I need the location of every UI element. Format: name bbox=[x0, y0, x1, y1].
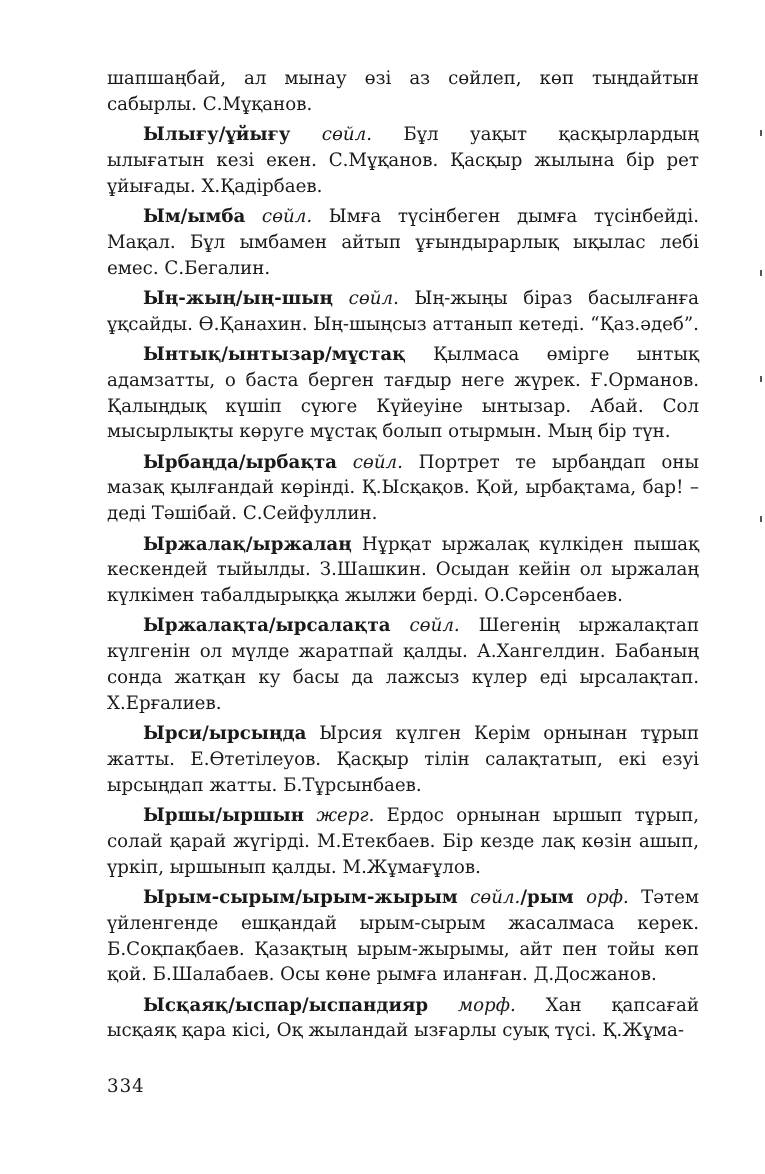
headword-variant: /рым bbox=[520, 886, 574, 908]
style-label-variant: орф. bbox=[586, 886, 629, 908]
entry-yrzhalaqta bbox=[107, 613, 699, 716]
entry-yntyq bbox=[107, 342, 699, 445]
entry-text: Ың-жыңы біраз басылғанға ұқсайды. Ө.Қанахин. Ың-шыңсыз аттанып кетеді. “Қаз.әдеб”. bbox=[107, 287, 699, 335]
style-label: сөйл. bbox=[321, 124, 373, 146]
entry-yrzhalaq bbox=[107, 532, 699, 609]
entry-yrym-syrym bbox=[107, 885, 699, 988]
headword: Ырым-сырым/ырым-жырым bbox=[143, 886, 458, 908]
entry-text: Хан қапсағай ысқаяқ қара кісі, Оқ жыландай ызғарлы суық түсі. Қ.Жұма- bbox=[107, 994, 699, 1042]
headword: Ырси/ырсыңда bbox=[143, 723, 307, 745]
entry-yrsi bbox=[107, 721, 699, 798]
style-label: сөйл. bbox=[261, 205, 313, 227]
style-label: морф. bbox=[458, 994, 516, 1016]
entry-yrshy bbox=[107, 803, 699, 880]
dictionary-text bbox=[107, 66, 699, 1049]
entry-text: Портрет те ырбаңдап оны мазақ қылғандай көрінді. Қ.Ысқақов. Қой, ырбақтама, бар! – деді Тәшібай. С.Сейфуллин. bbox=[107, 451, 699, 525]
style-label: сөйл. bbox=[409, 615, 460, 637]
style-label: сөйл. bbox=[348, 287, 399, 309]
entry-yrbanda bbox=[107, 450, 699, 527]
entry-ysqayaq bbox=[107, 993, 699, 1045]
entry-text: Нұрқат ыржалақ күлкіден пышақ кескендей тыйылды. З.Шашкин. Осыдан кейін ол ыржалаң күлкімен табалдырыққа жылжи берді. О.Сәрсенбаев. bbox=[107, 533, 699, 607]
entry-text: Ердос орнынан ыршып тұрып, солай қарай жүгірді. М.Етекбаев. Бір кезде лақ көзін ашып, үркіп, ыршынып қалды. М.Жұмағұлов. bbox=[107, 805, 699, 878]
entry-ym bbox=[107, 204, 699, 281]
headword: Ырбаңда/ырбақта bbox=[143, 451, 337, 473]
entry-ylygu bbox=[107, 122, 699, 199]
entry-continuation: шапшаңбай, ал мынау өзі аз сөйлеп, көп тыңдайтын сабырлы. С.Мұқанов. bbox=[107, 68, 699, 115]
margin-mark bbox=[760, 270, 762, 276]
entry-text: Ымға түсінбеген дымға түсінбейді. Мақал. Бұл ымбамен айтып ұғындырарлық ықылас лебі емес. С.Бегалин. bbox=[107, 205, 699, 279]
headword: Ыршы/ыршын bbox=[143, 805, 305, 827]
entry-yng-zhyng bbox=[107, 286, 699, 338]
margin-mark bbox=[760, 376, 762, 382]
headword: Ыржалақта/ырсалақта bbox=[143, 615, 391, 637]
headword: Ым/ымба bbox=[143, 205, 246, 227]
style-label: сөйл. bbox=[352, 451, 403, 473]
style-label: жерг. bbox=[316, 805, 375, 827]
margin-mark bbox=[760, 130, 762, 136]
entry-text: Тәтем үйленгенде ешқандай ырым-сырым жасалмаса керек. Б.Соқпақбаев. Қазақтың ырым-жырымы, айт пен тойы көп қой. Б.Шалабаев. Осы көне рымға иланған. Д.Досжанов. bbox=[107, 886, 699, 986]
headword: Ыржалақ/ыржалаң bbox=[143, 533, 352, 555]
headword: Ылығу/ұйығу bbox=[143, 124, 291, 146]
page-number: 334 bbox=[107, 1076, 145, 1097]
headword: Ысқаяқ/ыспар/ыспандияр bbox=[143, 994, 429, 1016]
headword: Ынтық/ынтызар/мұстақ bbox=[143, 343, 406, 365]
entry-text: Ырсия күлген Керім орнынан тұрып жатты. Е.Өтетілеуов. Қасқыр тілін салақтатып, екі езуі ырсыңдап жатты. Б.Тұрсынбаев. bbox=[107, 723, 699, 796]
entry-text: Шегенің ыржалақтап күлгенін ол мүлде жаратпай қалды. А.Хангелдин. Бабаның сонда жатқан ку басы да лажсыз күлер еді ырсалақтап. Х.Ерғалиев. bbox=[107, 615, 699, 714]
style-label: сөйл. bbox=[470, 886, 521, 908]
entry-text: Қылмаса өмірге ынтық адамзатты, о баста берген тағдыр неге жүрек. Ғ.Орманов. Қалыңдық күшіп сүюге Күйеуіне ынтызар. Абай. Сол мысырлықты көруге мұстақ болып отырмын. Мың бір түн. bbox=[107, 343, 699, 443]
entry-text: Бұл уақыт қасқырлардың ылығатын кезі екен. С.Мұқанов. Қасқыр жылына бір рет ұйығады. Х.Қадірбаев. bbox=[107, 124, 699, 197]
margin-mark bbox=[760, 516, 762, 522]
headword: Ың-жың/ың-шың bbox=[143, 287, 333, 309]
